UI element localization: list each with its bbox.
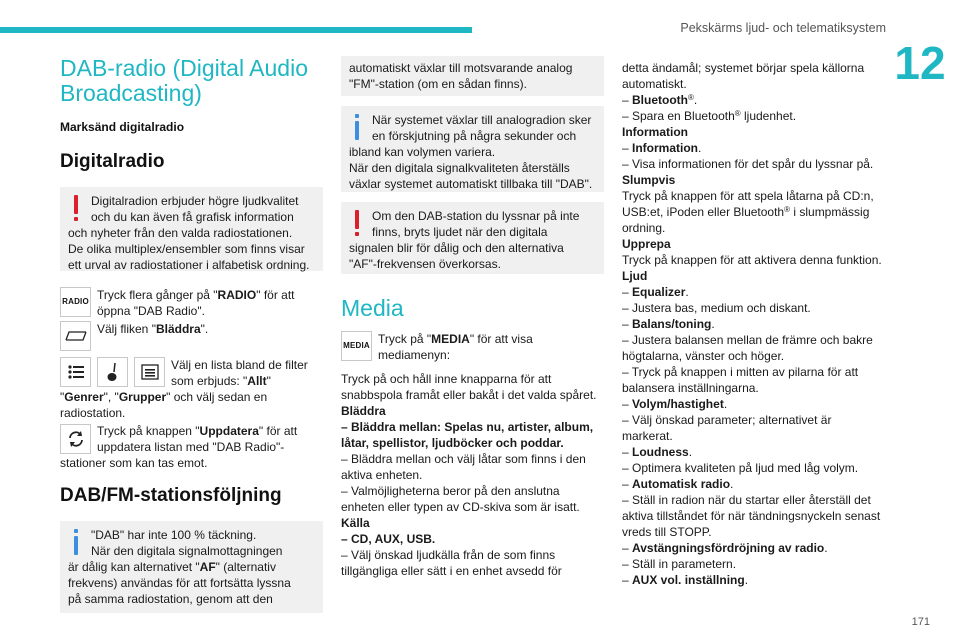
heading-shuffle: Slumpvis bbox=[622, 173, 676, 187]
media-body-line: – Välj önskad ljudkälla från de som finns bbox=[341, 548, 556, 562]
info-box-analog-switch: När systemet växlar till analogradion sker en förskjutning på några sekunder och ibland kan volymen variera. När den digitala signalkvaliteten återställs växlar systemet automatiskt tillbaka till "DAB". bbox=[341, 106, 604, 192]
step-update: Tryck på knappen "Uppdatera" för att uppdatera listan med "DAB Radio"- stationer som kan tas emot. bbox=[60, 424, 298, 470]
section-title-media: Media bbox=[341, 295, 404, 321]
refresh-icon bbox=[60, 424, 91, 454]
media-button-icon: MEDIA bbox=[341, 331, 372, 361]
column-2 bbox=[341, 56, 604, 579]
step-media: MEDIA Tryck på "MEDIA" för att visa mediamenyn: bbox=[341, 331, 604, 367]
media-body-line: Tryck på och håll inne knapparna för att bbox=[341, 372, 552, 386]
chapter-number: 12 bbox=[894, 37, 946, 89]
step-browse: Välj fliken "Bläddra". bbox=[60, 321, 323, 351]
header-title: Pekskärms ljud- och telematiksystem bbox=[680, 21, 886, 35]
media-body-line: aktiva enheten. bbox=[341, 468, 423, 482]
info-icon bbox=[73, 529, 79, 555]
media-body-text bbox=[341, 371, 604, 579]
column-1 bbox=[60, 56, 323, 613]
group-list-icon bbox=[134, 357, 165, 387]
column-3: detta ändamål; systemet börjar spela källorna automatiskt. – Bluetooth®. – Spara en Bluetooth® ljudenhet. Information – Information. – Visa informationen för det spår du lyssnar på. Slumpvis Tryck på knappen för att spela låtarna på CD:n, USB:et, iPoden eller Bluetooth® i slumpmässig ordning. Upprepa Tryck på knappen för att aktivera denna funktion. Ljud – Equalizer. – Justera bas, medium och diskant. – Balans/toning. – Justera balansen mellan de främre och bakre högtalarna, vänster och höger. – Tryck på knappen i mitten av pilarna för att balansera inställningarna. – Volym/hastighet. – Välj önskad parameter; alternativet är markerat. – Loudness. – Optimera kvaliteten på ljud med låg volym. – Automatisk radio. – Ställ in radion när du startar eller återställ det aktiva tillståndet för när tändningsnyckeln senast vreds till STOPP. – Avstängningsfördröjning av radio. – Ställ in parametern. – AUX vol. inställning. bbox=[622, 60, 888, 588]
warning-icon bbox=[354, 210, 360, 236]
genre-guitar-icon bbox=[97, 357, 128, 387]
warning-box-digitalradio: Digitalradion erbjuder högre ljudkvalitet och du kan även få grafisk information och nyheter från den valda radiostationen. De olika multiplex/ensembler som finns visar ett urval av radiostationer i alfabetisk ordning. bbox=[60, 187, 323, 271]
info-icon bbox=[354, 114, 360, 140]
media-body-line: – Valmöjligheterna beror på den anslutna bbox=[341, 484, 560, 498]
section-title-dab: DAB-radio (Digital Audio Broadcasting) bbox=[60, 55, 309, 106]
media-body-line: snabbspola framåt eller bakåt i det valda spåret. bbox=[341, 388, 597, 402]
list-filter-icon bbox=[60, 357, 91, 387]
heading-dab-fm-following: DAB/FM-stationsföljning bbox=[60, 485, 282, 506]
page-number: 171 bbox=[911, 616, 930, 628]
info-box-continued: automatiskt växlar till motsvarande analog "FM"-station (om en sådan finns). bbox=[341, 56, 604, 96]
media-body-line: låtar, spellistor, ljudböcker och poddar. bbox=[341, 436, 564, 450]
header-accent-bar bbox=[0, 27, 472, 33]
heading-repeat: Upprepa bbox=[622, 237, 671, 251]
heading-sound: Ljud bbox=[622, 269, 648, 283]
media-body-line: enheten eller typen av CD-skiva som är isatt. bbox=[341, 500, 580, 514]
warning-icon bbox=[73, 195, 79, 221]
media-body-line: tillgängliga eller sätt i en enhet avsedd för bbox=[341, 564, 562, 578]
browse-tab-icon bbox=[60, 321, 91, 351]
subtitle-terrestrial: Marksänd digitalradio bbox=[60, 120, 185, 134]
step-filter: Välj en lista bland de filter som erbjuds: "Allt" "Genrer", "Grupper" och välj sedan en radiostation. bbox=[60, 358, 308, 420]
media-body-line: – Bläddra mellan och välj låtar som finns i den bbox=[341, 452, 586, 466]
radio-button-icon: RADIO bbox=[60, 287, 91, 317]
info-box-coverage: "DAB" har inte 100 % täckning. När den digitala signalmottagningen är dålig kan alternativet "AF" (alternativ frekvens) användas för att fortsätta lyssna på samma radiostation, genom att den bbox=[60, 521, 323, 613]
media-body-line: – Bläddra mellan: Spelas nu, artister, album, bbox=[341, 420, 594, 434]
media-body-line: Källa bbox=[341, 516, 370, 530]
media-body-line: – CD, AUX, USB. bbox=[341, 532, 436, 546]
step-radio: RADIO Tryck flera gånger på "RADIO" för att öppna "DAB Radio". bbox=[60, 287, 323, 319]
media-body-line: Bläddra bbox=[341, 404, 386, 418]
heading-information: Information bbox=[622, 125, 688, 139]
heading-digitalradio: Digitalradio bbox=[60, 151, 165, 172]
warning-box-dab-missing: Om den DAB-station du lyssnar på inte finns, bryts ljudet när den digitala signalen blir för dålig och den alternativa "AF"-frekvensen överkorsas. bbox=[341, 202, 604, 274]
